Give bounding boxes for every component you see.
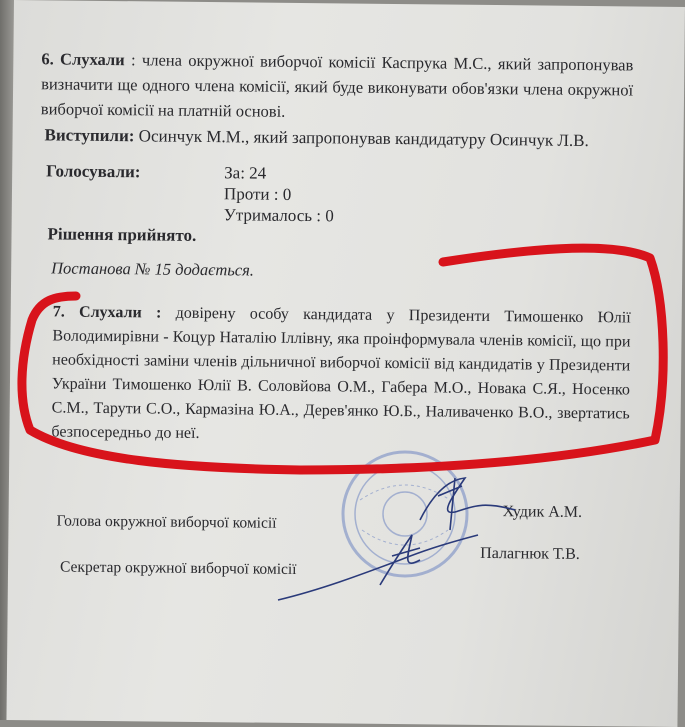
secretary-name: Палагнюк Т.В. — [480, 544, 580, 563]
item-7-text: довірену особу кандидата у Президенти Тимошенко Юлії Володимирівни - Коцур Наталію Іллівну, яка проінформувала членів комісії, що при необхідності заміни членів дільничної виборчої комісії від кандидатів у Президенти України Тимошенко Юлії В. Соловйова О.М., Габера М.О., Новака С.Я., Носенко С.М., Тарути С.О., Кармазіна Ю.А., Дерев'янко Ю.Б., Наливаченко В.О., звертатись безпосередньо до неї. — [51, 304, 631, 442]
speakers-text: Осинчук М.М., який запропонував кандидатуру Осинчук Л.В. — [138, 126, 589, 151]
decision-text: Рішення прийнято. — [47, 224, 197, 245]
red-marker-circle — [22, 248, 663, 470]
vote-label: Голосували: — [46, 161, 141, 182]
vote-abstained: Утрималось : 0 — [223, 205, 334, 226]
item-6-heading: 6. Слухали — [41, 49, 125, 70]
item-6-text: : члена окружної виборчої комісії Каспрука М.С., який запропонував визначити ще одного члена комісії, який буде виконувати обов'язки члена окружної виборчої комісії на платній основі. — [40, 50, 634, 121]
chair-name: Худик А.М. — [502, 503, 583, 521]
chair-title: Голова окружної виборчої комісії — [56, 512, 277, 532]
vote-for: За: 24 — [224, 163, 267, 183]
vote-against: Проти : 0 — [223, 184, 292, 204]
item-7-heading: 7. Слухали : — [52, 303, 162, 322]
secretary-signature — [278, 535, 478, 600]
speakers-label: Виступили: — [44, 125, 135, 146]
resolution-text: Постанова № 15 додається. — [51, 258, 255, 280]
secretary-title: Секретар окружної виборчої комісії — [59, 558, 297, 578]
